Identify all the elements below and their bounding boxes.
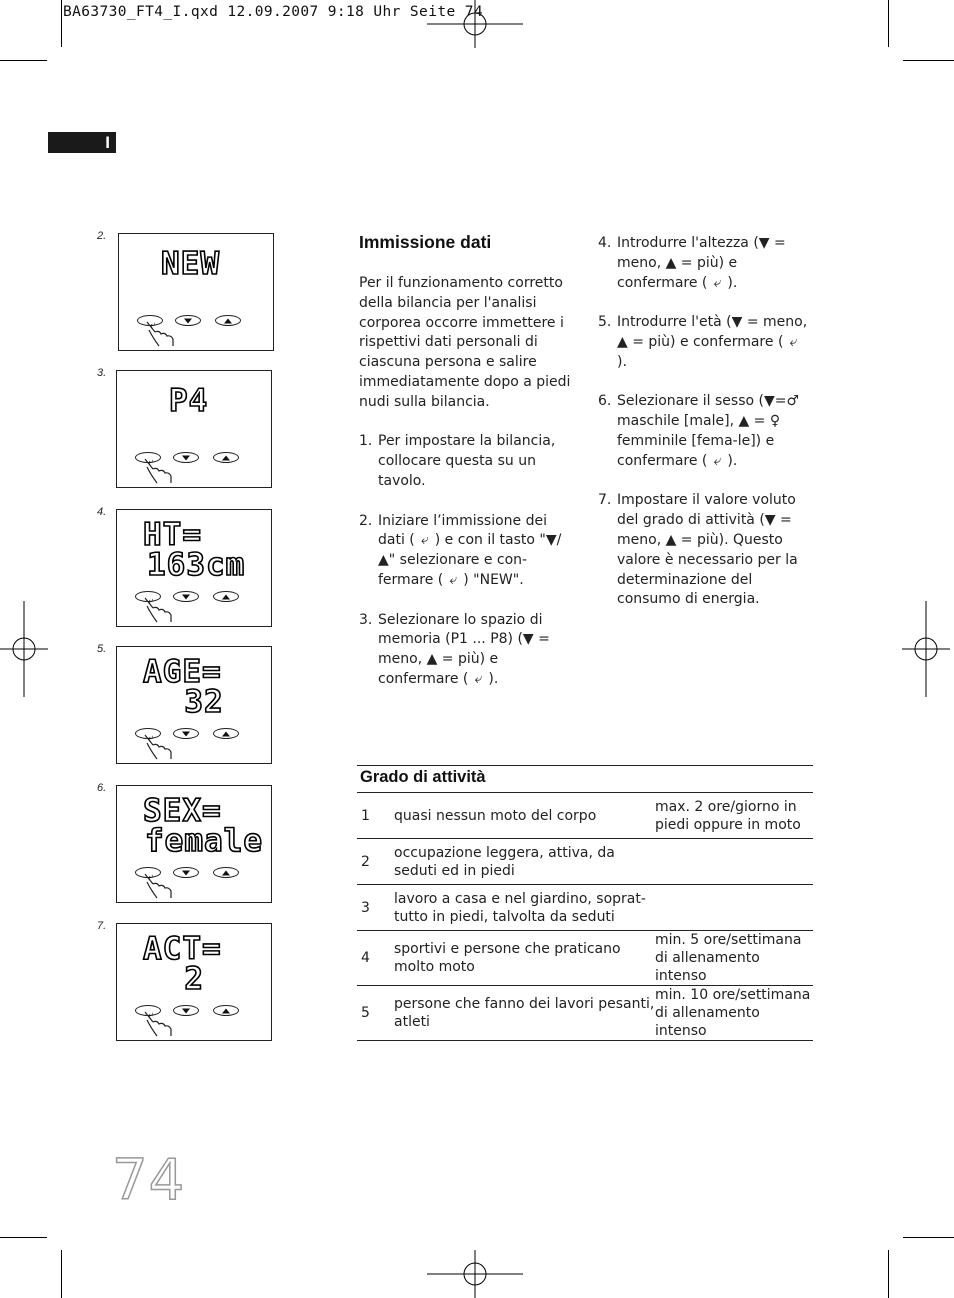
enter-button[interactable]: ⤶ [135,1005,161,1016]
lcd-display [116,646,272,764]
arrow-up-icon [222,594,230,599]
arrow-up-icon [222,731,230,736]
step-number: 1. [359,433,373,450]
arrow-down-icon [182,594,190,599]
crop-mark [903,60,954,61]
step-number: 4. [598,235,612,251]
activity-note: min. 5 ore/settimana di allenamento intenso [655,932,802,984]
lcd-display [116,509,272,627]
step-text: Selezionare il sesso (▼= [617,393,787,410]
activity-note [655,839,813,885]
pointing-hand-icon [141,596,175,626]
up-button[interactable] [215,315,241,326]
up-button[interactable] [213,1005,239,1016]
step-text: Introdurre l'altezza (▼ = meno, ▲ = più) e confermare ( [617,235,786,291]
arrow-down-icon [182,1008,190,1013]
step-text: ). [727,452,738,469]
lcd-line-2: 163cm [147,547,246,583]
activity-description: lavoro a casa e nel giardino, soprat-tutto in piedi, talvolta da seduti [394,890,646,925]
step-text: ). [488,670,499,687]
table-row [357,931,813,986]
up-button[interactable] [213,728,239,739]
step-3 [359,611,574,690]
display-step-number: 7. [97,920,107,932]
step-text: ). [617,353,627,370]
step-number: 3. [359,611,373,628]
crop-mark [61,0,62,47]
activity-note: min. 10 ore/settimana di allenamento intenso [655,987,811,1039]
activity-table [357,792,813,1041]
enter-icon: ⤶ [789,333,798,350]
lcd-line-2: 32 [145,684,224,720]
display-step-number: 5. [97,643,107,655]
step-text: ) "NEW". [463,571,524,588]
lcd-line-1: AGE= [143,654,222,690]
enter-icon: ⤶ [449,571,458,588]
activity-description: occupazione leggera, attiva, da seduti ed in piedi [394,844,615,879]
crop-mark [61,1250,62,1298]
crop-mark [0,1237,47,1238]
registration-mark-left [0,601,48,697]
crop-mark [0,60,47,61]
language-tab-label: I [105,133,110,152]
male-icon: ♂ [786,393,800,410]
activity-level: 2 [361,853,370,870]
step-text: Impostare il valore voluto del grado di attività (▼ = meno, ▲ = più). Questo valore è necessario per la determinazione del consumo di energia. [617,492,798,608]
activity-level: 1 [361,807,370,824]
activity-level: 3 [361,899,370,916]
step-5 [598,313,813,372]
enter-button[interactable]: ⤶ [135,728,161,739]
enter-icon: ⤶ [713,452,722,469]
arrow-up-icon [224,318,232,323]
down-button[interactable] [173,867,199,878]
down-button[interactable] [173,728,199,739]
arrow-down-icon [182,455,190,460]
lcd-line-1: SEX= [143,793,222,829]
arrow-down-icon [184,318,192,323]
crop-mark [888,0,889,47]
column-right [598,234,813,630]
display-step-number: 6. [97,782,107,794]
crop-mark [903,1237,954,1238]
file-header: BA63730_FT4_I.qxd 12.09.2007 9:18 Uhr Seite 74 [63,4,483,20]
table-row [357,885,813,931]
table-row [357,793,813,839]
step-2 [359,512,574,591]
step-7 [598,491,813,610]
step-text: Per impostare la bilancia, collocare questa su un tavolo. [378,433,556,489]
step-text: maschile [male], ▲ = [617,413,770,430]
table-row [357,839,813,885]
arrow-up-icon [222,455,230,460]
pointing-hand-icon [141,1010,175,1040]
enter-button[interactable]: ⤶ [135,867,161,878]
step-text: Selezionare lo spazio di memoria (P1 ... P8) (▼ = meno, ▲ = più) e confermare ( [378,611,550,687]
lcd-line-1: ACT= [143,931,222,967]
female-icon: ♀ [769,413,781,430]
activity-note: max. 2 ore/giorno in piedi oppure in moto [655,798,801,833]
activity-level: 5 [361,1005,370,1021]
registration-mark-right [902,601,950,697]
activity-table-title-text: Grado di attività [360,768,486,786]
enter-icon: ⤶ [474,670,483,687]
lcd-line-1: NEW [161,246,220,282]
pointing-hand-icon [141,733,175,763]
registration-mark-bottom [427,1250,523,1298]
enter-icon: ⤶ [713,274,722,291]
step-1 [359,432,574,491]
step-number: 7. [598,492,612,509]
lcd-display [116,370,272,488]
pointing-hand-icon [141,872,175,902]
section-title: Immissione dati [359,232,492,252]
step-text: ). [727,274,738,291]
crop-mark [888,1250,889,1298]
lcd-display [118,233,274,351]
arrow-down-icon [182,731,190,736]
activity-level: 4 [361,950,370,966]
intro-paragraph: Per il funzionamento corretto della bilancia per l'analisi corporea occorre immettere i rispettivi dati personali di ciascuna persona e salire immediatamente dopo a piedi nudi sulla bilancia. [359,275,571,410]
activity-note [655,885,813,931]
display-step-number: 3. [97,367,107,379]
lcd-line-2: 2 [145,961,204,997]
down-button[interactable] [173,591,199,602]
down-button[interactable] [173,452,199,463]
up-button[interactable] [213,591,239,602]
activity-description: sportivi e persone che praticano molto moto [394,941,621,975]
lcd-line-2: female [145,823,263,859]
step-text: ) e con il tasto "▼/▲" selezionare e con-fermare ( [378,532,562,588]
enter-button[interactable]: ⤶ [135,452,161,463]
step-number: 2. [359,512,373,529]
down-button[interactable] [173,1005,199,1016]
display-step-number: 2. [97,230,107,242]
up-button[interactable] [213,452,239,463]
activity-table-title [357,765,813,787]
lcd-line-1: P4 [169,383,209,419]
step-text: Introdurre l'età (▼ = meno, ▲ = più) e confermare ( [617,314,808,350]
page-number: 74 [112,1148,186,1213]
arrow-up-icon [222,870,230,875]
up-button[interactable] [213,867,239,878]
step-number: 6. [598,393,612,410]
lcd-display [116,923,272,1041]
lcd-line-1: HT= [143,517,202,553]
table-row [357,986,813,1041]
arrow-up-icon [222,1008,230,1013]
display-step-number: 4. [97,506,107,518]
arrow-down-icon [182,870,190,875]
enter-button[interactable]: ⤶ [135,591,161,602]
step-number: 5. [598,314,612,331]
down-button[interactable] [175,315,201,326]
pointing-hand-icon [143,320,177,350]
step-6 [598,392,813,471]
language-tab [48,132,116,153]
step-text: Iniziare l’immissione dei dati ( [378,512,547,549]
lcd-display [116,785,272,903]
enter-button[interactable]: ⤶ [137,315,163,326]
pointing-hand-icon [141,457,175,487]
column-left [359,274,574,710]
activity-description: quasi nessun moto del corpo [394,807,597,824]
enter-icon: ⤶ [420,532,429,549]
step-4 [598,234,813,293]
step-text: femminile [fema-le]) e confermare ( [617,432,775,469]
activity-description: persone che fanno dei lavori pesanti, atleti [394,996,655,1030]
